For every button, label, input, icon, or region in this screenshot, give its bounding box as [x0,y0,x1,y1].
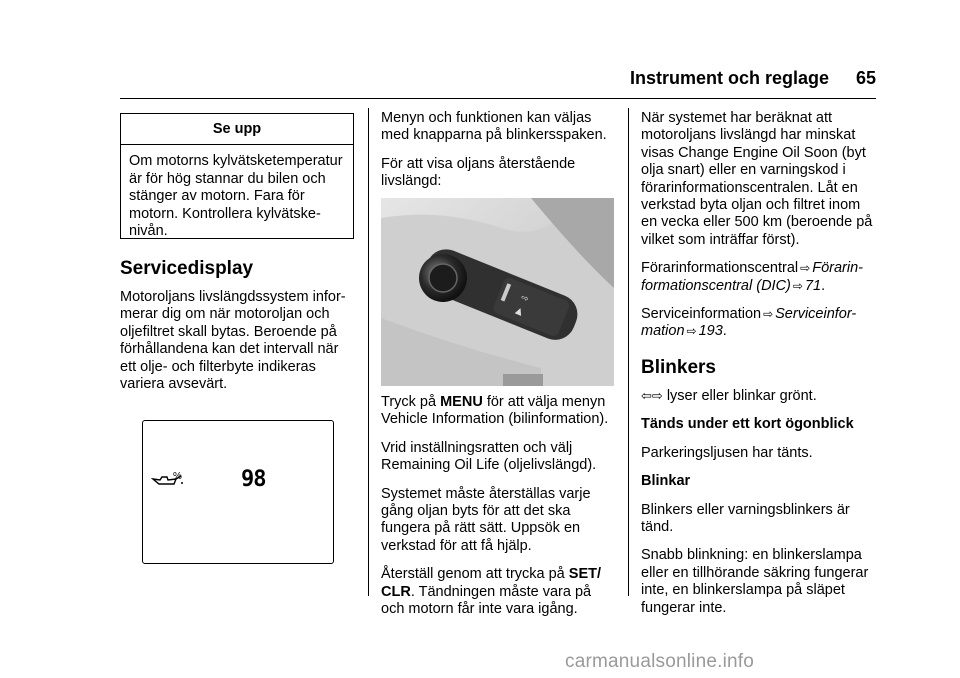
service-heading: Servicedisplay [120,258,254,279]
col2-p4: Vrid inställningsratten och välj Remaining Oil Life (oljelivslängd). [381,439,597,474]
column-divider-2 [628,108,629,596]
column-3 [641,110,876,628]
page-header-title: Instrument och reglage [630,68,830,88]
dic-ref-link[interactable]: Förarin-formationscentral (DIC) [641,260,863,294]
service-paragraph: Motoroljans livslängdssystem infor-merar dig om när motoroljan och oljefiltret skall bytas. Beroende på förhållandena kan det intervall när ett olje- och filterbyte indikeras variera avsevärt. [120,289,346,393]
col2-p1: Menyn och funktionen kan väljas med knapparna på blinkersspaken. [381,110,607,144]
watermark: carmanualsonline.info [565,651,755,672]
set-clr-keyword: SET/ CLR [381,566,602,600]
oil-can-icon [151,471,191,491]
blinkers-intro [641,387,876,405]
column-2-top [381,110,616,202]
ref-arrow-icon: ⇨ [800,261,811,276]
header-rule [120,98,876,99]
col3-p1: När systemet har beräknat att motoroljans livslängd har minskat visas Change Engine Oil Soon (byt olja snart) eller en varningskod i förarinformationscentralen. Låt en verkstad byta oljan och filtret inom en vecka eller 500 km (beroende på vilket som inträffar först). [641,110,873,248]
service-reference [641,306,876,341]
dic-ref-end: . [821,277,826,294]
page-number: 65 [855,68,876,88]
warning-box [120,113,354,239]
sub1-text: Parkeringsljusen har tänts. [641,444,813,461]
dic-reference [641,260,876,295]
dic-ref-pre: Förarinformationscentral [641,260,799,277]
fast-flashing-text: Snabb blinkning: en blinkerslampa eller en tillhörande säkring fungerar inte, en blinkerslampa på släpet fungerar inte. [641,547,869,616]
oil-life-value: 98 [241,467,266,492]
blinkers-intro-text: lyser eller blinkar grönt. [666,387,817,404]
service-ref-page[interactable]: 193 [698,323,723,340]
blinker-arrows-icon: ⇦⇨ [641,387,663,403]
column-2-bottom [381,394,616,629]
service-ref-link[interactable]: Serviceinfor-mation [641,306,857,340]
col2-p3 [381,394,616,429]
service-ref-end: . [722,323,727,340]
page-arrow-icon: ⇨ [686,324,697,339]
col2-p3-post: för att välja menyn Vehicle Information (bilinformation). [381,394,609,428]
oil-life-display [142,420,334,564]
blinkers-heading: Blinkers [641,356,716,378]
svg-text:⇨: ⇨ [519,292,530,305]
sub-heading-flashing: Blinkar [641,473,691,490]
col2-p5: Systemet måste återställas varje gång oljan byts för att det ska fungera på rätt sätt. Uppsök en verkstad för att få hjälp. [381,485,591,554]
turn-signal-lever-photo [381,198,614,386]
col2-p6 [381,566,616,618]
sub2-text: Blinkers eller varningsblinkers är tänd. [641,501,850,535]
warning-body: Om motorns kylvätsketemperatur är för hög stannar du bilen och stänger av motorn. Fara för motorn. Kontrollera kylvätske-nivån. [129,153,343,240]
column-divider-1 [368,108,369,596]
col2-p6-pre: Återställ genom att trycka på [381,566,569,583]
menu-keyword: MENU [440,394,483,410]
service-ref-pre: Serviceinformation [641,306,762,323]
col2-p6-post: . Tändningen måste vara på och motorn får inte vara igång. [381,583,592,618]
percent-sign: % [173,471,182,482]
sub-heading-briefly-on: Tänds under ett kort ögonblick [641,416,854,433]
ref-arrow-icon: ⇨ [763,307,774,322]
dic-ref-page[interactable]: 71 [804,277,822,294]
service-section [120,258,356,404]
col2-p2: För att visa oljans återstående livslängd: [381,155,576,190]
page-arrow-icon: ⇨ [792,278,803,293]
col2-p3-pre: Tryck på [381,394,441,410]
svg-text:▲: ▲ [513,305,525,318]
warning-title: Se upp [121,114,353,145]
